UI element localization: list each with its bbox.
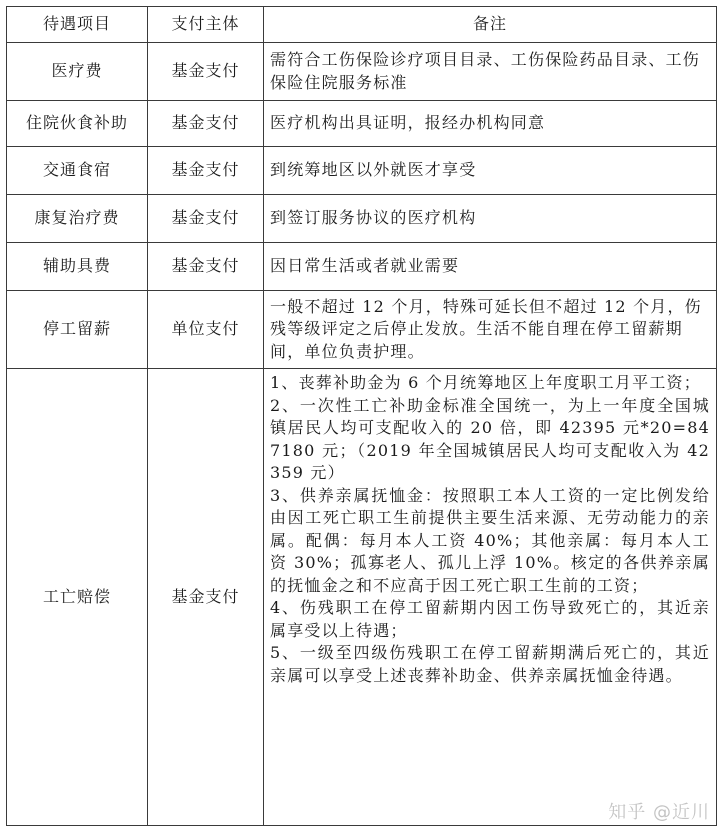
remarks-cell: 需符合工伤保险诊疗项目目录、工伤保险药品目录、工伤保险住院服务标准	[264, 43, 717, 101]
benefit-item-cell: 工亡赔偿	[7, 369, 148, 826]
payer-cell: 基金支付	[148, 101, 264, 147]
benefit-item-cell: 医疗费	[7, 43, 148, 101]
remarks-cell: 到统筹地区以外就医才享受	[264, 147, 717, 195]
benefit-item-cell: 住院伙食补助	[7, 101, 148, 147]
benefit-item-cell: 辅助具费	[7, 243, 148, 291]
table-row	[7, 101, 717, 147]
benefit-item-cell: 交通食宿	[7, 147, 148, 195]
payer-cell: 基金支付	[148, 243, 264, 291]
death-benefit-clause-3: 3、供养亲属抚恤金：按照职工本人工资的一定比例发给由因工死亡职工生前提供主要生活来源、无劳动能力的亲属。配偶：每月本人工资 40%；其他亲属：每月本人工资 30%；孤寡老人、孤儿上浮 10%。核定的各供养亲属的抚恤金之和不应高于因工死亡职工生前的工资；	[270, 485, 710, 595]
header-benefit-item: 待遇项目	[7, 7, 148, 43]
table-row	[7, 369, 717, 826]
death-benefit-clause-4: 4、伤残职工在停工留薪期内因工伤导致死亡的，其近亲属享受以上待遇；	[270, 598, 710, 640]
benefit-item-cell: 康复治疗费	[7, 195, 148, 243]
work-injury-benefits-table	[6, 6, 717, 826]
header-payer: 支付主体	[148, 7, 264, 43]
payer-cell: 单位支付	[148, 291, 264, 369]
remarks-cell	[264, 369, 717, 826]
table-row	[7, 291, 717, 369]
payer-cell: 基金支付	[148, 369, 264, 826]
remarks-cell: 一般不超过 12 个月，特殊可延长但不超过 12 个月，伤残等级评定之后停止发放。生活不能自理在停工留薪期间，单位负责护理。	[264, 291, 717, 369]
remarks-cell: 医疗机构出具证明，报经办机构同意	[264, 101, 717, 147]
death-benefit-clause-2: 2、一次性工亡补助金标准全国统一，为上一年度全国城镇居民人均可支配收入的 20 倍，即 42395 元*20=847180 元；（2019 年全国城镇居民人均可支配收入为 42359 元）	[270, 395, 710, 482]
remarks-cell: 到签订服务协议的医疗机构	[264, 195, 717, 243]
table-row	[7, 195, 717, 243]
payer-cell: 基金支付	[148, 147, 264, 195]
table-header-row	[7, 7, 717, 43]
remarks-cell: 因日常生活或者就业需要	[264, 243, 717, 291]
table-row	[7, 43, 717, 101]
death-benefit-clause-5: 5、一级至四级伤残职工在停工留薪期满后死亡的，其近亲属可以享受上述丧葬补助金、供养亲属抚恤金待遇。	[270, 643, 710, 685]
table-row	[7, 147, 717, 195]
header-remarks: 备注	[264, 7, 717, 43]
benefits-document	[6, 6, 716, 826]
table-row	[7, 243, 717, 291]
payer-cell: 基金支付	[148, 43, 264, 101]
payer-cell: 基金支付	[148, 195, 264, 243]
death-benefit-clause-1: 1、丧葬补助金为 6 个月统筹地区上年度职工月平工资；	[270, 373, 701, 392]
zhihu-watermark: 知乎 @近川	[608, 802, 710, 823]
benefit-item-cell: 停工留薪	[7, 291, 148, 369]
